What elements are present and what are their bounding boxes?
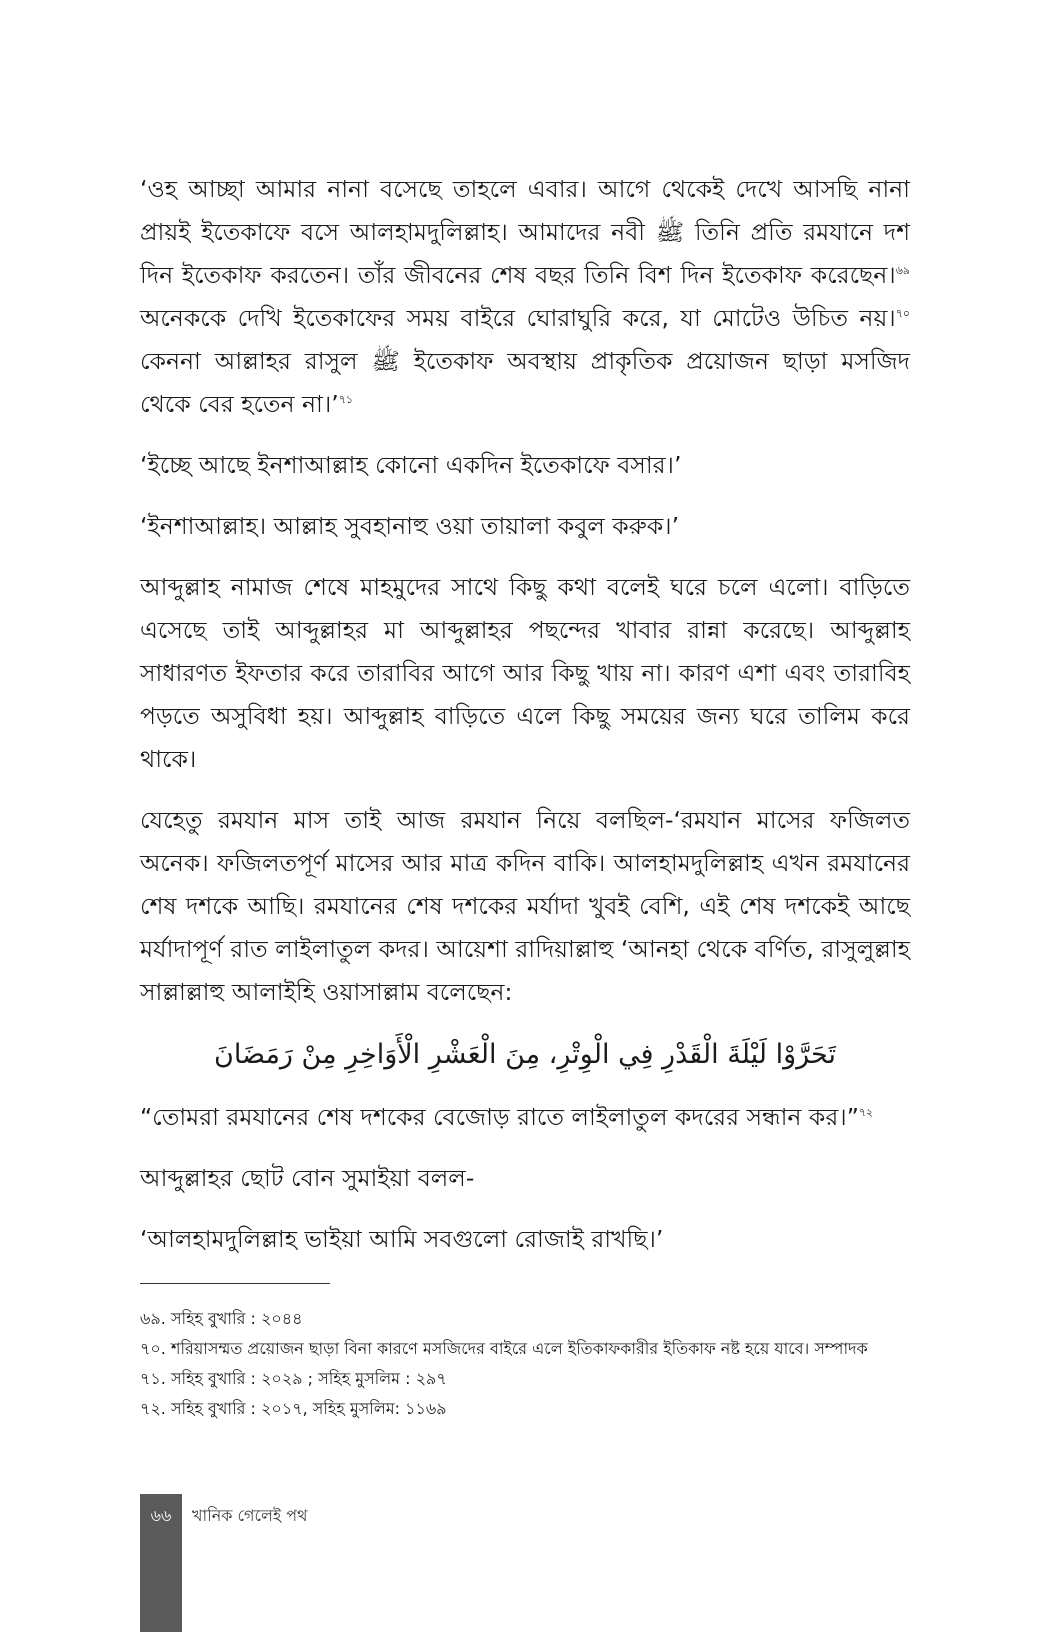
paragraph: ‘ইচ্ছে আছে ইনশাআল্লাহ কোনো একদিন ইতেকাফে বসার।’ bbox=[140, 451, 682, 479]
paragraph-text: কেননা আল্লাহর রাসুল ﷺ ইতেকাফ অবস্থায় প্রাকৃতিক প্রয়োজন ছাড়া মসজিদ থেকে বের হতেন না।’ bbox=[140, 347, 910, 418]
footnote-ref-71[interactable]: ৭১ bbox=[338, 393, 354, 407]
paragraph: আব্দুল্লাহ নামাজ শেষে মাহমুদের সাথে কিছু কথা বলেই ঘরে চলে এলো। বাড়িতে এসেছে তাই আব্দুল্লাহর মা আব্দুল্লাহর পছন্দের খাবার রান্না করেছে। আব্দুল্লাহ সাধারণত ইফতার করে তারাবির আগে আর কিছু খায় না। কারণ এশা এবং তারাবিহ পড়তে অসুবিধা হয়। আব্দুল্লাহ বাড়িতে এলে কিছু সময়ের জন্য ঘরে তালিম করে থাকে। bbox=[140, 573, 910, 773]
page-number: ৬৬ bbox=[150, 1506, 172, 1525]
footnote-item: ৬৯. সহিহ বুখারি : ২০৪৪ bbox=[140, 1309, 303, 1328]
footnote-ref-72[interactable]: ৭২ bbox=[858, 1106, 874, 1120]
footnote-item: ৭১. সহিহ বুখারি : ২০২৯ ; সহিহ মুসলিম : ২৯৭ bbox=[140, 1369, 447, 1388]
paragraph bbox=[140, 168, 910, 426]
paragraph-text: ‘ওহ আচ্ছা আমার নানা বসেছে তাহলে এবার। আগে থেকেই দেখে আসছি নানা প্রায়ই ইতেকাফে বসে আলহামদুলিল্লাহ। আমাদের নবী ﷺ তিনি প্রতি রমযানে দশ দিন ইতেকাফ করতেন। তাঁর জীবনের শেষ বছর তিনি বিশ দিন ইতেকাফ করেছেন। bbox=[140, 175, 910, 289]
paragraph: ‘আলহামদুলিল্লাহ ভাইয়া আমি সবগুলো রোজাই রাখছি।’ bbox=[140, 1225, 664, 1253]
footnote-item: ৭০. শরিয়াসম্মত প্রয়োজন ছাড়া বিনা কারণে মসজিদের বাইরে এলে ইতিকাফকারীর ইতিকাফ নষ্ট হয়ে যাবে। সম্পাদক bbox=[140, 1339, 868, 1358]
footnote-item: ৭২. সহিহ বুখারি : ২০১৭, সহিহ মুসলিম: ১১৬৯ bbox=[140, 1399, 447, 1418]
footnotes bbox=[140, 1304, 910, 1424]
footnote-ref-70[interactable]: ৭০ bbox=[895, 307, 910, 321]
arabic-hadith: تَحَرَّوْا لَيْلَةَ الْقَدْرِ فِي الْوِتْرِ، مِنَ الْعَشْرِ الْأَوَاخِرِ مِنْ رَمَضَانَ bbox=[214, 1039, 836, 1070]
main-text bbox=[140, 168, 910, 1279]
paragraph-text: অনেককে দেখি ইতেকাফের সময় বাইরে ঘোরাঘুরি করে, যা মোটেও উচিত নয়। bbox=[140, 304, 896, 332]
paragraph bbox=[140, 1096, 910, 1139]
hadith-translation: “তোমরা রমযানের শেষ দশকের বেজোড় রাতে লাইলাতুল কদরের সন্ধান কর।” bbox=[140, 1103, 859, 1131]
paragraph: যেহেতু রমযান মাস তাই আজ রমযান নিয়ে বলছিল-‘রমযান মাসের ফজিলত অনেক। ফজিলতপূর্ণ মাসের আর মাত্র কদিন বাকি। আলহামদুলিল্লাহ এখন রমযানের শেষ দশকে আছি। রমযানের শেষ দশকের মর্যাদা খুবই বেশি, এই শেষ দশকেই আছে মর্যাদাপূর্ণ রাত লাইলাতুল কদর। আয়েশা রাদিয়াল্লাহু ‘আনহা থেকে বর্ণিত, রাসুলুল্লাহ সাল্লাল্লাহু আলাইহি ওয়াসাল্লাম বলেছেন: bbox=[140, 806, 910, 1006]
paragraph: ‘ইনশাআল্লাহ। আল্লাহ সুবহানাহু ওয়া তায়ালা কবুল করুক।’ bbox=[140, 512, 680, 540]
footnote-divider bbox=[140, 1283, 330, 1284]
running-title: খানিক গেলেই পথ bbox=[192, 1506, 308, 1525]
footnote-ref-69[interactable]: ৬৯ bbox=[895, 264, 910, 278]
paragraph: আব্দুল্লাহর ছোট বোন সুমাইয়া বলল- bbox=[140, 1164, 475, 1192]
